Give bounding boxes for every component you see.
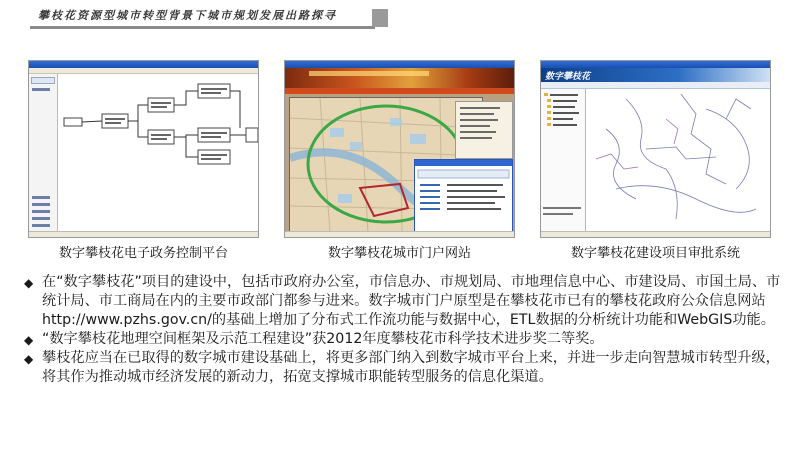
bullet-text: 攀枝花应当在已取得的数字城市建设基础上，将更多部门纳入到数字城市平台上来，并进一步走向智慧城市转型升级，将其作为推动城市经济发展的新动力，拓宽支撑城市职能转型服务的信息化渠道。: [42, 350, 780, 385]
caption-approval-system: 数字攀枝花建设项目审批系统: [570, 246, 740, 261]
window-statusbar: [541, 231, 770, 237]
workflow-diagram: [58, 74, 258, 231]
screenshot-city-portal: [284, 60, 515, 238]
line-map-graphic: [586, 89, 770, 231]
bullet-list: [24, 273, 784, 387]
slide-header: [0, 0, 800, 40]
layer-tree[interactable]: [541, 89, 586, 231]
title-underline: [30, 26, 375, 29]
bullet-item: [24, 330, 784, 349]
window-titlebar: [285, 61, 514, 68]
bullet-item: [24, 349, 784, 387]
approval-map-canvas[interactable]: [586, 89, 770, 231]
slide-title: 攀枝花资源型城市转型背景下城市规划发展出路探寻: [38, 9, 337, 22]
info-popup-window: [414, 159, 513, 235]
portal-banner-logo: [309, 71, 429, 76]
window-titlebar: [29, 61, 258, 68]
workflow-canvas: [58, 74, 258, 231]
window-titlebar: [541, 61, 770, 68]
caption-egov-platform: 数字攀枝花电子政务控制平台: [58, 246, 228, 261]
bullet-item: [24, 273, 784, 330]
diamond-bullet-icon: ◆: [24, 276, 34, 290]
screenshot-egov-platform: [28, 60, 259, 238]
diamond-bullet-icon: ◆: [24, 333, 34, 347]
title-accent-block: [372, 9, 388, 27]
bullet-text: “数字攀枝花地理空间框架及示范工程建设”获2012年度攀枝花市科学技术进步奖二等奖。: [42, 331, 604, 347]
app-logo: 数字攀枝花: [545, 72, 591, 82]
caption-city-portal: 数字攀枝花城市门户网站: [327, 246, 471, 261]
portal-navbar: [285, 88, 514, 94]
window-statusbar: [29, 231, 258, 237]
layer-panel: [455, 101, 513, 159]
map-toolbar[interactable]: [541, 82, 770, 89]
nav-panel: [29, 74, 58, 231]
diamond-bullet-icon: ◆: [24, 352, 34, 366]
screenshot-approval-system: [540, 60, 771, 238]
bullet-text: 在“数字攀枝花”项目的建设中，包括市政府办公室，市信息办、市规划局、市地理信息中心、市建设局、市国土局、市统计局、市工商局在内的主要市政部门都参与进来。数字城市门户原型是在攀枝花市已有的攀枝花政府公众信息网站http://www.pzhs.gov.cn/的基础上增加了分布式工作流功能与数据中心，ETL数据的分析统计功能和WebGIS功能。: [42, 274, 781, 328]
window-statusbar: [285, 231, 514, 237]
